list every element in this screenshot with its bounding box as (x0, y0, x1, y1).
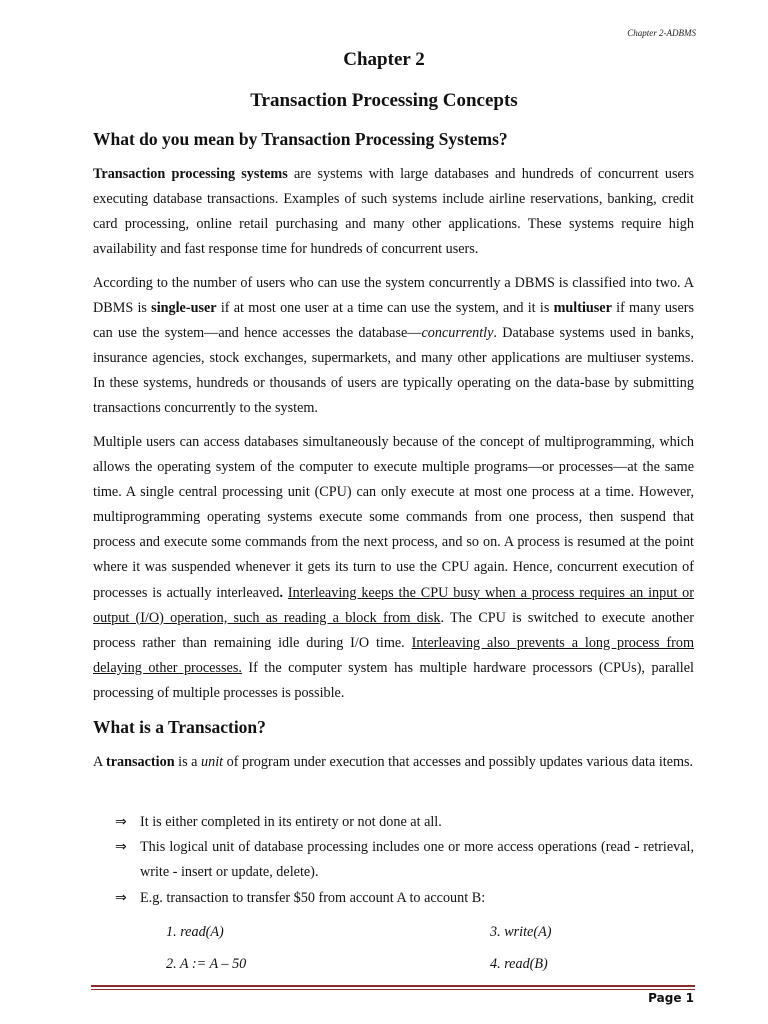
italic-term-unit: unit (201, 754, 224, 770)
paragraph-text: is a (174, 754, 201, 770)
running-header: Chapter 2-ADBMS (627, 28, 696, 38)
paragraph-text: Multiple users can access databases simultaneously because of the concept of multiprogramming, which allows the operating system of the computer to execute multiple programs—or processes—at the same time. A single central processing unit (CPU) can only execute at most one process at a time. However, multiprogramming operating systems execute some commands from one process, then suspend that process and execute some commands from the next process, and so on. A process is resumed at the point where it was suspended whenever it gets its turn to use the CPU again. Hence, concurrent execution of processes is actually interleaved (93, 434, 694, 601)
bullet-text: E.g. transaction to transfer $50 from account A to account B: (140, 890, 486, 906)
bold-term-single-user: single-user (151, 300, 217, 317)
paragraph-text: if many users can use the system—and hence accesses the database— (93, 300, 694, 342)
paragraph-text: of program under execution that accesses and possibly updates various data items. (223, 754, 694, 770)
double-arrow-icon: ⇒ (115, 839, 127, 855)
underlined-text: Interleaving also prevents a long process from delaying other processes. (93, 634, 694, 676)
document-title: Transaction Processing Concepts (250, 90, 518, 111)
double-arrow-icon: ⇒ (115, 814, 127, 830)
bold-term: Transaction processing systems (93, 166, 288, 182)
step-4: 4. read(B) (490, 956, 548, 972)
paragraph-text: According to the number of users who can use the system concurrently a DBMS is classified into two. A DBMS is (93, 275, 694, 317)
step-1: 1. read(A) (166, 924, 224, 940)
footer-rule (91, 985, 695, 987)
paragraph-multiprogramming (93, 430, 694, 706)
underlined-text: Interleaving keeps the CPU busy when a process requires an input or output (I/O) operation, such as reading a block from disk (93, 584, 694, 626)
page-number: Page 1 (648, 991, 694, 1005)
bullet-text: It is either completed in its entirety or not done at all. (140, 814, 442, 830)
paragraph-text: are systems with large databases and hundreds of concurrent users executing database transactions. Examples of such systems include airline reservations, banking, credit card processing, online retail purchasing and many other applications. These systems require high availability and fast response time for hundreds of concurrent users. (93, 166, 695, 258)
bold-term-transaction: transaction (106, 754, 175, 770)
paragraph-text: . Database systems used in banks, insurance agencies, stock exchanges, supermarkets, and many other applications are multiuser systems. In these systems, hundreds or thousands of users are typically operating on the data-base by submitting transactions concurrently to the system. (93, 325, 694, 417)
step-3: 3. write(A) (490, 924, 552, 940)
chapter-title: Chapter 2 (343, 49, 425, 70)
bullet-item (115, 810, 694, 835)
bullet-item (115, 886, 694, 911)
bullet-text: This logical unit of database processing includes one or more access operations (read - retrieval, write - insert or update, delete). (140, 839, 694, 881)
footer-rule-thin (91, 989, 695, 990)
paragraph-user-classification (93, 271, 694, 422)
bold-term-multiuser: multiuser (553, 300, 612, 317)
bold-period: . (279, 584, 283, 601)
paragraph-text: if at most one user at a time can use the system, and it is (216, 300, 554, 317)
bullet-item (115, 835, 694, 885)
section-heading-tps: What do you mean by Transaction Processing Systems? (93, 129, 508, 149)
paragraph-text: If the computer system has multiple hardware processors (CPUs), parallel processing of multiple processes is possible. (93, 659, 694, 701)
italic-term: concurrently (421, 325, 494, 342)
double-arrow-icon: ⇒ (115, 890, 127, 906)
paragraph-tps-definition (93, 162, 694, 262)
paragraph-transaction-definition (93, 750, 694, 775)
paragraph-text: . The CPU is switched to execute another process rather than remaining idle during I/O time. (93, 609, 694, 651)
paragraph-text: A (93, 754, 107, 770)
step-2: 2. A := A – 50 (166, 956, 247, 972)
section-heading-transaction: What is a Transaction? (93, 717, 266, 737)
